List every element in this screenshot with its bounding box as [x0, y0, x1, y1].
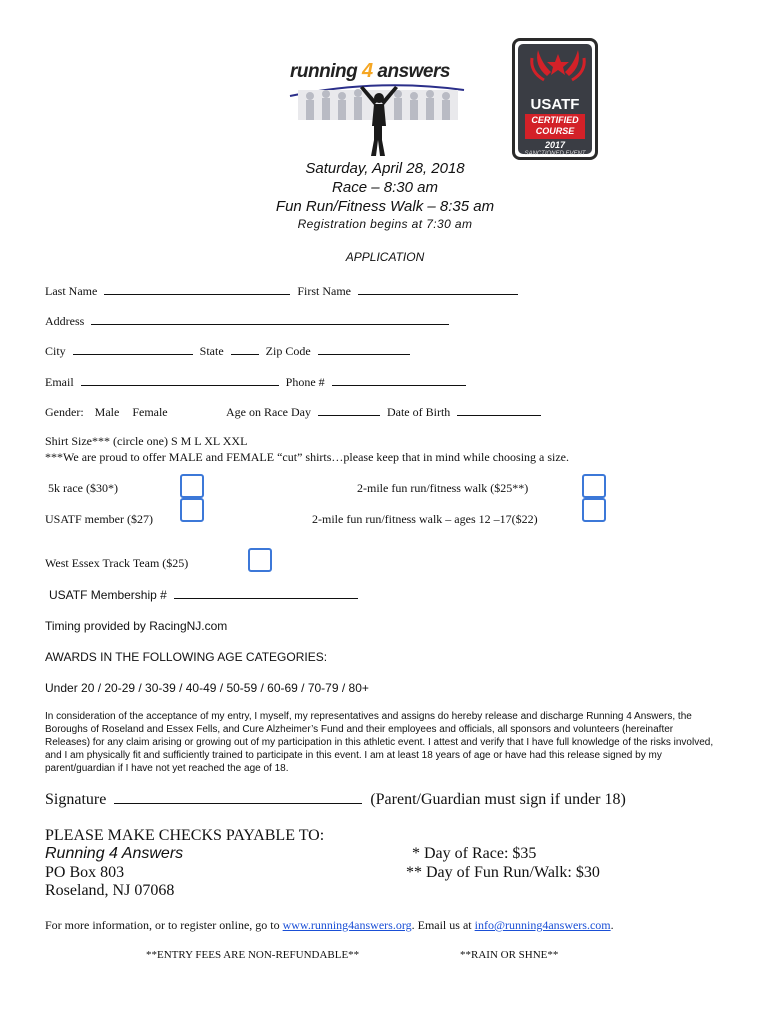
state-label: State — [199, 344, 224, 358]
signature-label: Signature — [45, 791, 107, 808]
website-link[interactable]: www.running4answers.org — [282, 918, 412, 932]
waiver-line-3: Releases) for any claim arising or growing out of my participation in this athletic event. I attest and verify that I have full knowledge of the risks involved, — [45, 737, 714, 748]
logo-word-running: running — [290, 61, 358, 82]
option-west-essex-label: West Essex Track Team ($25) — [45, 556, 189, 570]
checkbox-2mile-youth[interactable] — [582, 498, 606, 522]
zip-field[interactable] — [318, 344, 410, 355]
waiver-line-1: In consideration of the acceptance of my entry, I myself, my representatives and assigns do hereby release and discharge Running 4 Answers, the — [45, 711, 692, 722]
gender-label: Gender: — [45, 405, 84, 419]
badge-certified-line1: CERTIFIED — [531, 115, 579, 125]
event-walk-time: Fun Run/Fitness Walk – 8:35 am — [275, 198, 495, 215]
usatf-wings-icon — [518, 46, 598, 96]
payee-po-box: PO Box 803 — [45, 864, 125, 881]
shirt-size-note: ***We are proud to offer MALE and FEMALE “cut” shirts…please keep that in mind while choosing a size. — [45, 450, 570, 464]
badge-org: USATF — [530, 96, 580, 113]
last-name-label: Last Name — [45, 284, 98, 298]
row-usatf-membership — [49, 588, 362, 602]
phone-field[interactable] — [332, 375, 466, 386]
info-period: . — [610, 918, 614, 932]
usatf-membership-label: USATF Membership # — [49, 588, 167, 602]
more-info-text: For more information, or to register online, go to — [45, 918, 283, 932]
payee-name: Running 4 Answers — [45, 845, 184, 862]
checkbox-usatf[interactable] — [180, 498, 204, 522]
usatf-certified-badge — [512, 38, 598, 160]
row-city-state-zip — [45, 344, 414, 359]
running-4-answers-logo — [288, 60, 466, 158]
signature-field[interactable] — [114, 791, 362, 804]
timing-note: Timing provided by RacingNJ.com — [45, 619, 228, 633]
event-race-time: Race – 8:30 am — [332, 179, 438, 196]
waiver-line-5: parent/guardian if I have not yet reached the age of 18. — [45, 763, 289, 774]
phone-label: Phone # — [285, 375, 325, 389]
age-field[interactable] — [318, 405, 380, 416]
age-label: Age on Race Day — [226, 405, 311, 419]
address-label: Address — [45, 314, 85, 328]
event-date: Saturday, April 28, 2018 — [305, 160, 465, 177]
city-label: City — [45, 344, 66, 358]
city-field[interactable] — [73, 344, 193, 355]
badge-year: 2017 — [544, 140, 566, 150]
row-name — [45, 284, 522, 299]
row-age-dob — [226, 405, 545, 420]
option-5k-label: 5k race ($30*) — [48, 481, 118, 495]
dob-field[interactable] — [457, 405, 541, 416]
awards-heading: AWARDS IN THE FOLLOWING AGE CATEGORIES: — [45, 650, 328, 664]
guardian-note: (Parent/Guardian must sign if under 18) — [370, 791, 626, 808]
rain-or-shine-notice: **RAIN OR SHNE** — [460, 949, 559, 961]
badge-certified-line2: COURSE — [535, 126, 575, 136]
waiver-line-2: Boroughs of Roseland and Essex Fells, and Cure Alzheimer’s Fund and their employees and officials, all sponsors and volunteers (hereinafter — [45, 724, 674, 735]
usatf-membership-field[interactable] — [174, 588, 358, 599]
first-name-field[interactable] — [358, 284, 518, 295]
row-gender — [45, 405, 168, 420]
waiver-line-4: and I am physically fit and sufficiently trained to participate in this event. I am at least 18 years of age or have had this release signed by my — [45, 750, 662, 761]
row-address — [45, 314, 453, 329]
event-registration: Registration begins at 7:30 am — [297, 217, 473, 231]
dob-label: Date of Birth — [386, 405, 451, 419]
state-field[interactable] — [231, 344, 259, 355]
payment-heading: PLEASE MAKE CHECKS PAYABLE TO: — [45, 827, 325, 844]
first-name-label: First Name — [297, 284, 351, 298]
email-us-text: . Email us at — [411, 918, 475, 932]
day-of-race-fee: * Day of Race: $35 — [412, 845, 537, 862]
runners-crowd-icon — [288, 60, 466, 158]
badge-sanctioned: SANCTIONED EVENT — [524, 151, 586, 157]
application-heading: APPLICATION — [345, 250, 425, 264]
checkbox-5k[interactable] — [180, 474, 204, 498]
option-2mile-youth-label: 2-mile fun run/fitness walk – ages 12 –17($22) — [312, 512, 538, 526]
email-link[interactable]: info@running4answers.com — [474, 918, 611, 932]
option-2mile-label: 2-mile fun run/fitness walk ($25**) — [357, 481, 529, 495]
badge-certified-banner — [525, 114, 585, 139]
row-email-phone — [45, 375, 470, 390]
logo-word-answers: answers — [377, 61, 450, 82]
payee-city: Roseland, NJ 07068 — [45, 882, 175, 899]
option-usatf-label: USATF member ($27) — [45, 512, 153, 526]
checkbox-west-essex[interactable] — [248, 548, 272, 572]
address-field[interactable] — [91, 314, 449, 325]
email-field[interactable] — [81, 375, 279, 386]
row-signature — [45, 791, 626, 809]
age-categories: Under 20 / 20-29 / 30-39 / 40-49 / 50-59 / 60-69 / 70-79 / 80+ — [45, 681, 369, 695]
day-of-walk-fee: ** Day of Fun Run/Walk: $30 — [406, 864, 600, 881]
logo-number: 4 — [361, 60, 373, 82]
checkbox-2mile[interactable] — [582, 474, 606, 498]
gender-female-option[interactable]: Female — [132, 405, 168, 419]
more-info-line — [45, 918, 614, 933]
badge-panel — [518, 44, 592, 157]
email-label: Email — [45, 375, 74, 389]
shirt-size-selector[interactable]: Shirt Size*** (circle one) S M L XL XXL — [45, 434, 248, 448]
gender-male-option[interactable]: Male — [94, 405, 120, 419]
last-name-field[interactable] — [104, 284, 290, 295]
non-refundable-notice: **ENTRY FEES ARE NON-REFUNDABLE** — [146, 949, 360, 961]
zip-label: Zip Code — [265, 344, 311, 358]
